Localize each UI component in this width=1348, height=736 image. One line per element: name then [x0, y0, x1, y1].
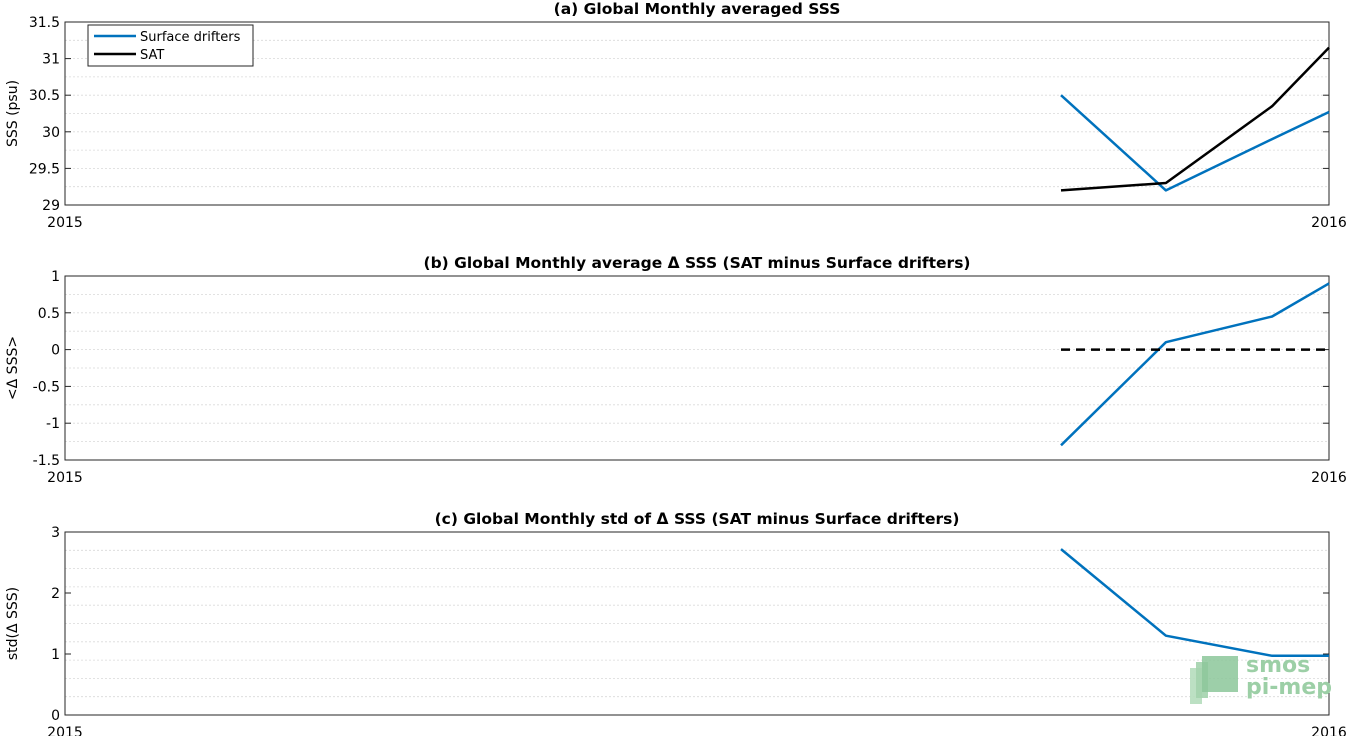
y-tick-label: 30.5	[28, 88, 60, 105]
panel-a	[5, 0, 1347, 231]
logo-watermark	[1190, 653, 1332, 704]
y-tick-label: -0.5	[32, 379, 60, 396]
chart-title: (b) Global Monthly average Δ SSS (SAT minus Surface drifters)	[423, 254, 971, 272]
x-tick-label: 2016	[1311, 725, 1347, 736]
y-tick-label: 31	[42, 51, 60, 68]
x-tick-label: 2015	[47, 215, 83, 231]
series-line-1	[1061, 283, 1329, 445]
series-line-1	[1061, 95, 1329, 190]
y-tick-label: 29.5	[28, 161, 60, 178]
y-tick-label: 29	[42, 198, 60, 214]
chart-title: (a) Global Monthly averaged SSS	[553, 0, 841, 18]
panel-c	[5, 510, 1347, 736]
x-tick-label: 2015	[47, 470, 83, 486]
y-axis-label: SSS (psu)	[5, 79, 21, 148]
y-tick-label: 3	[51, 525, 60, 541]
series-line-2	[1061, 48, 1329, 191]
watermark-line2: pi-mep	[1246, 675, 1333, 700]
x-tick-label: 2015	[47, 725, 83, 736]
y-tick-label: 2	[51, 586, 60, 602]
y-tick-label: 30	[42, 124, 60, 141]
y-tick-label: -1.5	[32, 453, 60, 469]
y-axis-label: <Δ SSS>	[5, 335, 21, 401]
y-tick-label: 0.5	[37, 305, 60, 322]
legend-entry: SAT	[140, 48, 165, 63]
y-tick-label: 0	[51, 708, 60, 724]
logo-mark	[1202, 656, 1238, 692]
x-tick-label: 2016	[1311, 470, 1347, 486]
y-tick-label: -1	[46, 416, 60, 433]
panel-b	[5, 254, 1347, 486]
legend	[88, 25, 253, 66]
y-tick-label: 1	[51, 647, 60, 663]
legend-entry: Surface drifters	[140, 30, 241, 45]
chart-panels	[5, 0, 1347, 736]
y-axis-label: std(Δ SSS)	[5, 586, 21, 661]
watermark-line1: smos	[1246, 653, 1311, 678]
y-tick-label: 0	[51, 342, 60, 359]
x-tick-label: 2016	[1311, 215, 1347, 231]
y-tick-label: 31.5	[28, 15, 60, 31]
chart-title: (c) Global Monthly std of Δ SSS (SAT minus Surface drifters)	[434, 510, 960, 528]
y-tick-label: 1	[51, 269, 60, 285]
series-line-1	[1061, 549, 1329, 656]
